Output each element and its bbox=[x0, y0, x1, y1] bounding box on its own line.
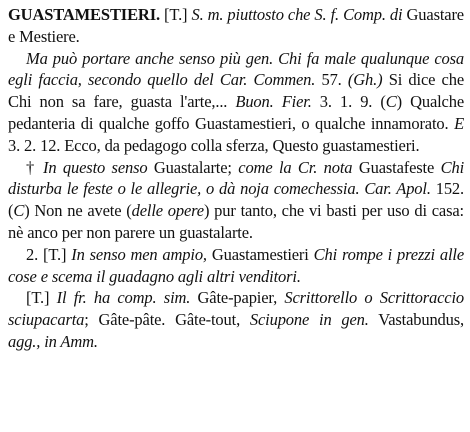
text-run: Guastamestieri bbox=[206, 244, 314, 264]
text-run: ) pur tanto, che vi basti per uso di casa: nè anco per non parere un guastalarte. bbox=[8, 201, 464, 242]
text-run: C bbox=[13, 201, 25, 221]
text-run: Buon. Fier. bbox=[235, 92, 312, 112]
text-run: Chi rompe i prezzi alle cose e scema il guadagno agli altri venditori. bbox=[8, 244, 464, 286]
text-run: Guastalarte; bbox=[147, 157, 239, 177]
text-run: 3. 1. 9. ( bbox=[311, 92, 386, 112]
text-run: Guastafeste bbox=[352, 157, 441, 177]
text-run: C bbox=[385, 92, 397, 112]
entry-french-comparison-paragraph bbox=[8, 287, 464, 352]
text-run: Sciupone in gen. bbox=[249, 310, 369, 330]
entry-headword-paragraph bbox=[8, 4, 464, 48]
text-run: delle opere bbox=[131, 201, 204, 221]
text-run: In senso men ampio, bbox=[71, 244, 207, 264]
text-run: Chi disturba le feste o le allegrie, o dà noja comechessia. Car. Apol. bbox=[8, 157, 464, 199]
text-run: Vastabundus, bbox=[368, 310, 464, 330]
text-run: S. m. piuttosto che S. f. Comp. di bbox=[191, 5, 403, 24]
text-run: agg., in Amm. bbox=[8, 331, 98, 351]
text-run: 2. [T.] bbox=[26, 244, 72, 264]
text-run: GUASTAMESTIERI. bbox=[8, 5, 160, 24]
text-run: E bbox=[454, 113, 464, 133]
text-run: [T.] bbox=[159, 5, 192, 24]
text-run: ) Non ne avete ( bbox=[24, 201, 132, 221]
text-run: In questo senso bbox=[43, 157, 148, 177]
text-run: ; Gâte-pâte. Gâte-tout, bbox=[84, 310, 250, 330]
text-run: (Gh.) bbox=[347, 70, 383, 90]
text-run: † bbox=[26, 157, 44, 177]
text-run: 152. ( bbox=[8, 179, 464, 221]
entry-sense-2-paragraph bbox=[8, 244, 464, 288]
text-run: ) Qualche pedanteria di qualche goffo Guastamestieri, o qualche innamorato. bbox=[8, 92, 464, 133]
text-run: Scrittorello o Scrittoraccio sciupacarta bbox=[8, 288, 465, 330]
text-run: 57. bbox=[315, 70, 348, 90]
text-run: Guastare e Mestiere. bbox=[8, 5, 464, 46]
text-run: 3. 2. 12. Ecco, da pedagogo colla sferza, Questo guastamestieri. bbox=[8, 135, 420, 155]
entry-sense-general-paragraph bbox=[8, 48, 464, 157]
entry-guastalarte-paragraph bbox=[8, 157, 464, 244]
text-run: come la Cr. nota bbox=[238, 157, 353, 177]
text-run: Si dice che Chi non sa fare, guasta l'arte,... bbox=[8, 70, 464, 112]
text-run: [T.] bbox=[26, 288, 57, 308]
text-run: Gâte-papier, bbox=[190, 288, 285, 308]
text-run: Ma può portare anche senso più gen. Chi fa male qualunque cosa egli faccia, secondo quello del Car. Commen. bbox=[8, 48, 464, 90]
text-run: Il fr. ha comp. sim. bbox=[56, 288, 191, 308]
